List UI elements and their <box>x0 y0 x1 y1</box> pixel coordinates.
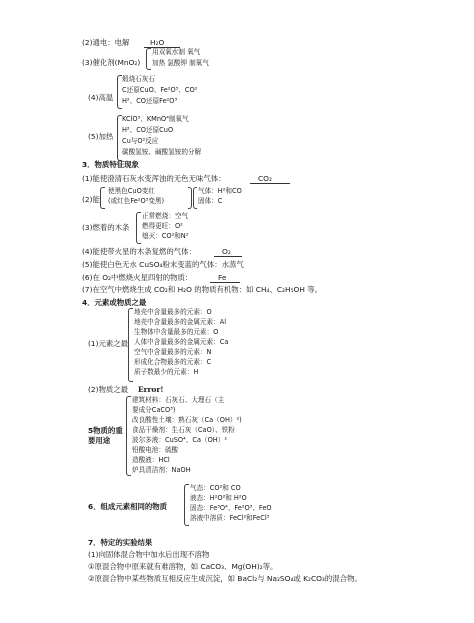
brace-right <box>188 187 192 209</box>
use-item-7: 炉具清洁剂：NaOH <box>132 466 191 474</box>
brace <box>136 212 141 244</box>
line-heating: (5)加热 <box>88 132 114 141</box>
feature-2: (2)能 <box>82 195 100 204</box>
result-3: ②原混合物中某些物质互相反应生成沉淀，如 BaCl₂与 Na₂SO₄或 K₂CO₃的混合物。 <box>88 574 362 583</box>
fill-co2: CO₂ <box>258 174 272 183</box>
section-3-heading: 3．物质特征现象 <box>82 160 139 169</box>
use-item-3: 食品干燥剂：生石灰（CaO）、铁粉 <box>132 426 235 434</box>
feature-4: (4)能使带火星的木条复燃的气体： <box>82 247 196 256</box>
heating-item-3: Cu与O²反应 <box>122 137 159 145</box>
feature-2-a: 使黑色CuO变红 <box>108 187 155 195</box>
catalyst-item-2: 加热 氯酸钾 制氧气 <box>152 59 209 67</box>
same-element-4: 溶液中溶质：FeCl²和FeCl³ <box>190 514 270 522</box>
section-6-heading: 6．组成元素相同的物质 <box>88 502 168 511</box>
brace <box>184 484 189 526</box>
line-catalyst: (3)催化剂(MnO₂) <box>82 58 141 67</box>
element-fact-6: 形成化合物最多的元素：C <box>134 358 212 366</box>
hightemp-item-2: C还原CuO、Fe²O³、CO² <box>122 86 198 94</box>
brace <box>100 187 105 209</box>
element-fact-7: 质子数最少的元素：H <box>134 368 199 376</box>
feature-3-b: 燃得更旺：O² <box>142 222 183 230</box>
result-2: ①原混合物中原来就有难溶物，如 CaCO₃、Mg(OH)₂等。 <box>88 562 278 571</box>
use-item-1: 建筑材料：石灰石、大理石（主 <box>132 396 225 404</box>
fill-electrolysis: H₂O <box>150 38 165 47</box>
element-fact-1: 地壳中含量最多的元素：O <box>134 308 212 316</box>
use-item-4: 波尔多液：CuSO⁴、Ca（OH）² <box>132 436 227 444</box>
result-1: (1)向固体混合物中加水后出现不溶物 <box>88 550 210 559</box>
blank-underline <box>210 282 240 283</box>
use-item-1b: 要成分CaCO³) <box>132 406 176 414</box>
same-element-1: 气态：CO²和 CO <box>190 484 241 492</box>
element-fact-4: 人体中含量最多的金属元素：Ca <box>134 338 229 346</box>
brace <box>146 48 151 70</box>
substances-label: (2)物质之最 <box>88 385 129 394</box>
feature-3-c: 熄灭：CO²和N² <box>142 232 189 240</box>
uses-label-2: 要用途 <box>88 436 111 445</box>
fill-fe: Fe <box>218 273 227 282</box>
hightemp-item-3: H²、CO还原Fe²O³ <box>122 97 178 105</box>
brace <box>193 187 197 209</box>
same-element-3: 固态：Fe³O⁴、Fe²O³、FeO <box>190 504 272 512</box>
feature-2-b: (或红色Fe²O³变黑) <box>108 197 165 205</box>
feature-5: (5)能使白色无水 CuSO₄粉末变蓝的气体：水蒸气 <box>82 260 244 269</box>
section-4-heading: 4．元素或物质之最 <box>82 298 147 307</box>
feature-3-a: 正常燃烧：空气 <box>142 212 189 220</box>
brace <box>126 396 131 476</box>
same-element-2: 液态：H²O²和 H²O <box>190 494 247 502</box>
feature-6: (6)在 O₂中燃烧火星四射的物质： <box>82 273 193 282</box>
element-fact-3: 生物体中含量最多的元素：O <box>134 328 219 336</box>
line-electrolysis: (2)通电：电解 <box>82 38 130 47</box>
heating-item-1: KClO³、KMnO⁴制氧气 <box>122 115 189 123</box>
use-item-5: 铅酸电池：硫酸 <box>132 446 179 454</box>
use-item-2: 改良酸性土壤：熟石灰（Ca（OH）²) <box>132 416 242 424</box>
use-item-6: 造酸液：HCl <box>132 456 170 464</box>
catalyst-item-1: 用双氧水制 氧气 <box>152 48 201 56</box>
feature-2-c: 气体：H²和CO <box>198 187 242 195</box>
line-high-temp: (4)高温 <box>88 93 114 102</box>
error-mark: Error! <box>138 385 164 394</box>
uses-label-1: 5物质的重 <box>88 426 123 435</box>
fill-o2: O₂ <box>222 247 231 256</box>
hightemp-item-1: 煅烧石灰石 <box>122 75 155 83</box>
feature-1: (1)能使澄清石灰水变浑浊的无色无味气体： <box>82 174 226 183</box>
elements-label: (1)元素之最 <box>88 339 129 348</box>
blank-underline <box>214 256 242 257</box>
blank-underline <box>250 183 290 184</box>
feature-3: (3)燃着的木条 <box>82 223 130 232</box>
feature-7: (7)在空气中燃烧生成 CO₂和 H₂O 的物质有机物：如 CH₄、C₂H₅OH 等。 <box>82 285 323 294</box>
brace <box>128 308 133 382</box>
element-fact-2: 地壳中含量最多的金属元素：Al <box>134 318 227 326</box>
element-fact-5: 空气中含量最多的元素：N <box>134 348 212 356</box>
section-7-heading: 7．特定的实验结果 <box>88 538 153 547</box>
heating-item-2: H²、CO还原CuO <box>122 126 174 134</box>
heating-item-4: 碳酸氢铵、碱酸氢铵的分解 <box>122 148 202 156</box>
feature-2-d: 固体：C <box>198 197 223 205</box>
